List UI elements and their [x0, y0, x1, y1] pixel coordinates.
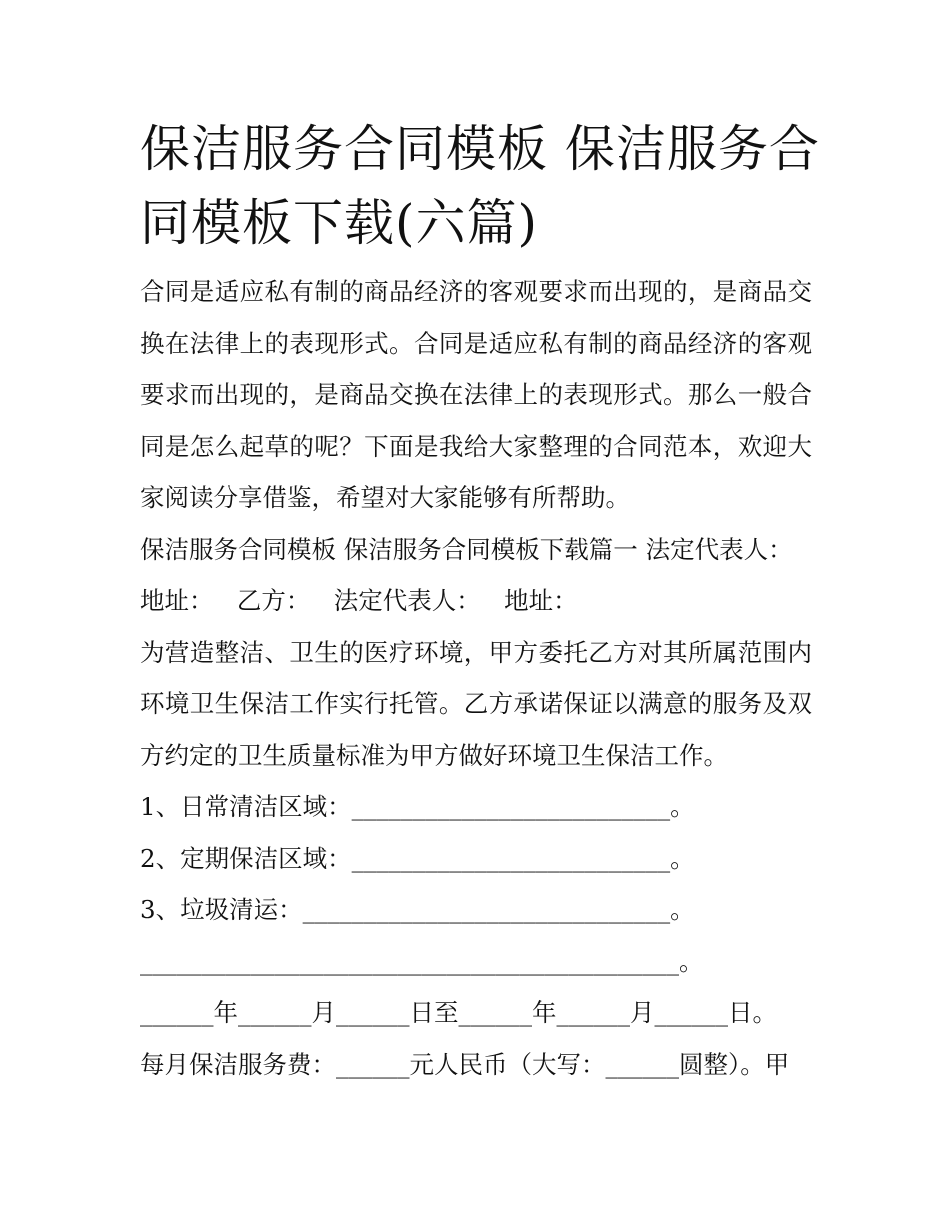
purpose-paragraph: 为营造整洁、卫生的医疗环境，甲方委托乙方对其所属范围内环境卫生保洁工作实行托管。乙方承诺保证以满意的服务及双方约定的卫生质量标准为甲方做好环境卫生保洁工作。 — [140, 637, 812, 770]
item-daily-cleaning: 1、日常清洁区域：__________________________。 — [140, 792, 695, 821]
blank-line: ____________________________________________。 — [140, 946, 704, 976]
document-title: 保洁服务合同模板 保洁服务合同模板下载(六篇) — [140, 120, 820, 252]
item-garbage-removal: 3、垃圾清运：______________________________。 — [140, 895, 695, 924]
service-period-line: ______年______月______日至______年______月______日。 — [140, 998, 777, 1027]
monthly-fee-line: 每月保洁服务费：______元人民币（大写：______圆整）。甲 — [140, 1049, 790, 1079]
document-page — [140, 112, 820, 1090]
item-periodic-cleaning: 2、定期保洁区域：__________________________。 — [140, 843, 695, 873]
section-heading: 保洁服务合同模板 保洁服务合同模板下载篇一 法定代表人： — [140, 534, 793, 564]
intro-paragraph: 合同是适应私有制的商品经济的客观要求而出现的，是商品交换在法律上的表现形式。合同是适应私有制的商品经济的客观要求而出现的，是商品交换在法律上的表现形式。那么一般合同是怎么起草的呢？下面是我给大家整理的合同范本，欢迎大家阅读分享借鉴，希望对大家能够有所帮助。 — [140, 277, 812, 512]
parties-line: 地址： 乙方： 法定代表人： 地址： — [140, 586, 578, 615]
